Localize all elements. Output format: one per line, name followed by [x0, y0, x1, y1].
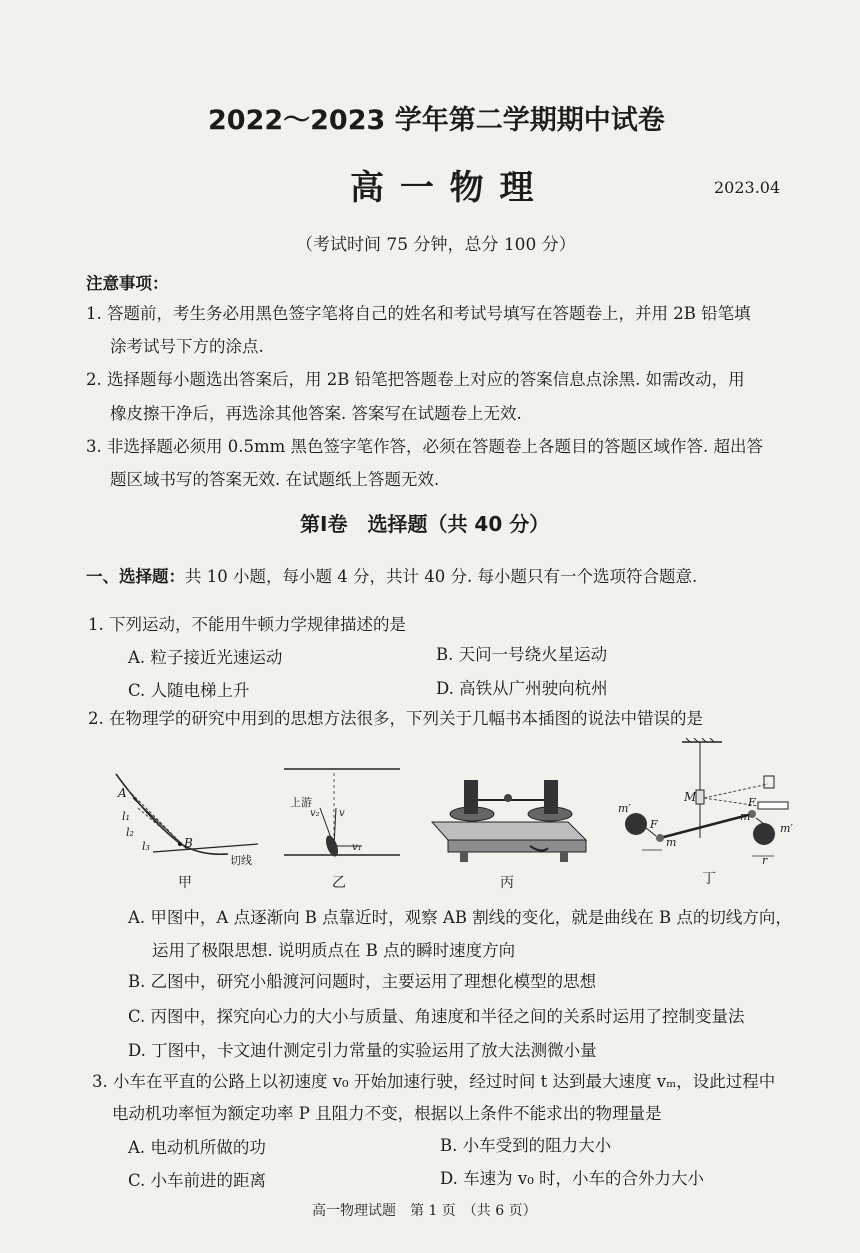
- q3-stem-line2: 电动机功率恒为额定功率 P 且阻力不变，根据以上条件不能求出的物理量是: [112, 1104, 662, 1123]
- q3-stem-line1: 3. 小车在平直的公路上以初速度 v₀ 开始加速行驶，经过时间 t 达到最大速度 vₘ，设此过程中: [92, 1072, 776, 1091]
- figure-jia-caption: 甲: [178, 875, 192, 891]
- jia-label-l2: l₂: [126, 826, 134, 839]
- figure-bing: [420, 770, 590, 866]
- ding-label-m-prime-left: m′: [618, 802, 631, 815]
- yi-label-v: v: [339, 808, 345, 819]
- q2-option-c: C. 丙图中，探究向心力的大小与质量、角速度和半径之间的关系时运用了控制变量法: [128, 1007, 745, 1026]
- q1-option-b: B. 天问一号绕火星运动: [436, 645, 608, 664]
- subject-title: 高 一 物 理: [350, 168, 536, 208]
- jia-label-l1: l₁: [122, 810, 130, 823]
- figure-ding: [612, 738, 802, 868]
- q3-option-c: C. 小车前进的距离: [128, 1171, 267, 1190]
- ding-label-r: r: [762, 854, 768, 867]
- figure-ding-caption: 丁: [702, 871, 716, 887]
- jia-label-a: A: [118, 786, 127, 800]
- part-heading: [86, 563, 697, 587]
- q2-option-a-line2: 运用了极限思想. 说明质点在 B 点的瞬时速度方向: [152, 941, 516, 960]
- yi-label-upstream: 上游: [290, 796, 312, 809]
- ding-label-m-right: m: [740, 810, 751, 823]
- ding-label-f-left: F: [650, 818, 658, 831]
- ding-label-m-prime-right: m′: [780, 822, 793, 835]
- q3-option-b: B. 小车受到的阻力大小: [440, 1136, 612, 1155]
- notice-item-1-line1: 1. 答题前，考生务必用黑色签字笔将自己的姓名和考试号填写在答题卷上，并用 2B 铅笔填: [86, 304, 751, 323]
- yi-label-v1: v₁: [352, 842, 362, 853]
- q2-option-a-line1: A. 甲图中，A 点逐渐向 B 点靠近时，观察 AB 割线的变化，就是曲线在 B 点的切线方向，: [128, 908, 792, 927]
- jia-label-b: B: [184, 836, 193, 850]
- ding-label-f-right: F: [748, 796, 756, 809]
- q1-option-d: D. 高铁从广州驶向杭州: [436, 679, 608, 698]
- ding-label-m-point: M: [684, 790, 697, 804]
- q3-option-d: D. 车速为 v₀ 时，小车的合外力大小: [440, 1169, 705, 1188]
- q1-option-a: A. 粒子接近光速运动: [128, 648, 283, 667]
- figure-jia: [108, 768, 268, 868]
- q1-stem: 1. 下列运动，不能用牛顿力学规律描述的是: [88, 615, 406, 634]
- jia-label-l3: l₃: [142, 840, 150, 853]
- figure-bing-caption: 丙: [500, 875, 514, 891]
- q2-option-b: B. 乙图中，研究小船渡河问题时，主要运用了理想化模型的思想: [128, 972, 597, 991]
- notice-item-2-line2: 橡皮擦干净后，再选涂其他答案. 答案写在试题卷上无效.: [110, 404, 522, 423]
- q3-option-a: A. 电动机所做的功: [128, 1138, 266, 1157]
- part-heading-label: 一、选择题：: [86, 567, 185, 586]
- part-heading-text: 共 10 小题，每小题 4 分，共计 40 分. 每小题只有一个选项符合题意.: [185, 567, 698, 586]
- jia-label-tangent: 切线: [230, 854, 252, 867]
- q1-option-c: C. 人随电梯上升: [128, 681, 250, 700]
- figure-yi: [282, 766, 402, 866]
- q2-option-d: D. 丁图中，卡文迪什测定引力常量的实验运用了放大法测微小量: [128, 1041, 597, 1060]
- yi-label-v2: v₂: [310, 808, 320, 819]
- notice-item-3-line2: 题区域书写的答案无效. 在试题纸上答题无效.: [110, 470, 440, 489]
- page-footer: 高一物理试题 第 1 页 （共 6 页）: [312, 1203, 537, 1219]
- figure-yi-caption: 乙: [332, 875, 346, 891]
- q2-stem: 2. 在物理学的研究中用到的思想方法很多，下列关于几幅书本插图的说法中错误的是: [88, 709, 703, 728]
- notice-item-1-line2: 涂考试号下方的涂点.: [110, 337, 264, 356]
- notice-item-2-line1: 2. 选择题每小题选出答案后，用 2B 铅笔把答题卷上对应的答案信息点涂黑. 如需改动，用: [86, 370, 745, 389]
- ding-label-m-left: m: [666, 836, 677, 849]
- notice-heading: 注意事项：: [86, 274, 169, 293]
- notice-item-3-line1: 3. 非选择题必须用 0.5mm 黑色签字笔作答，必须在答题卷上各题目的答题区域作答. 超出答: [86, 437, 763, 456]
- section-title: 第Ⅰ卷 选择题（共 40 分）: [300, 512, 550, 536]
- exam-title: 2022～2023 学年第二学期期中试卷: [208, 105, 665, 136]
- exam-info: （考试时间 75 分钟，总分 100 分）: [296, 235, 576, 255]
- exam-date: 2023.04: [714, 178, 781, 197]
